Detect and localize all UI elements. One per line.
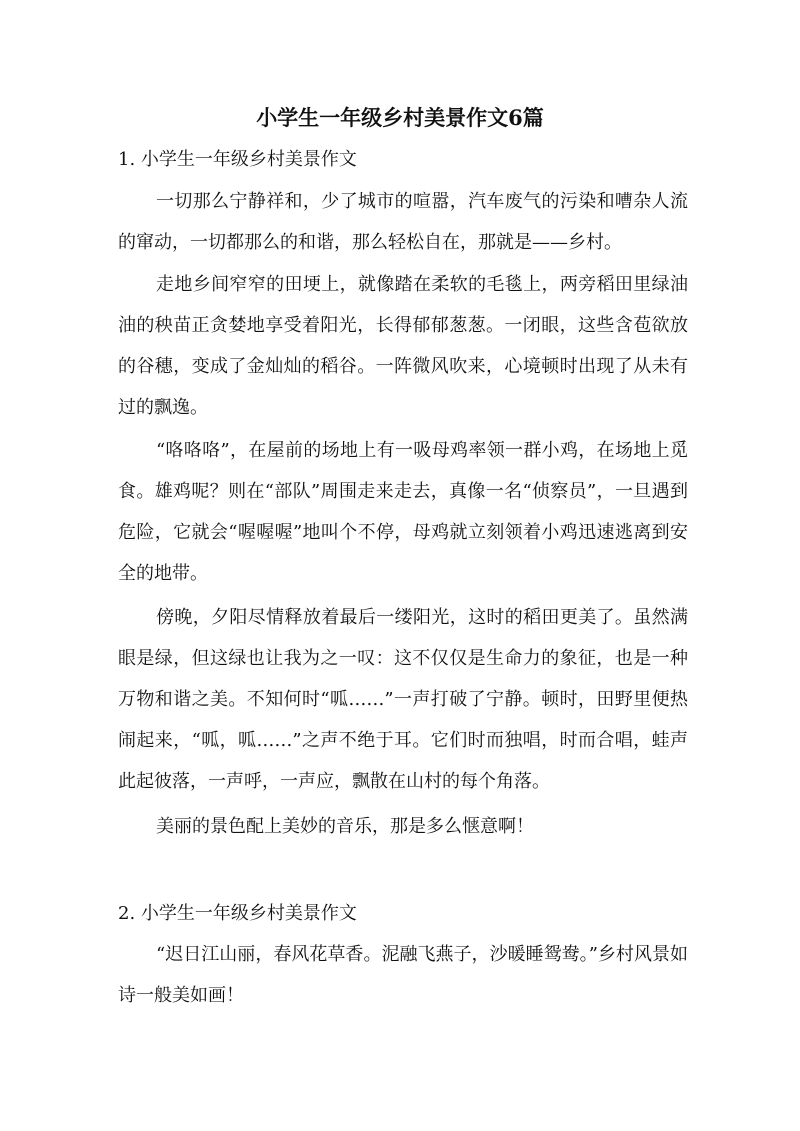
section-1-paragraph-2: 走地乡间窄窄的田埂上，就像踏在柔软的毛毯上，两旁稻田里绿油油的秧苗正贪婪地享受着阳光，长得郁郁葱葱。一闭眼，这些含苞欲放的谷穗，变成了金灿灿的稻谷。一阵微风吹来，心境顿时出现了从未有过的飘逸。 [118,274,688,418]
section-1-paragraph-5: 美丽的景色配上美妙的音乐，那是多么惬意啊！ [156,816,534,837]
section-1-heading: 1. 小学生一年级乡村美景作文 [118,149,357,170]
section-2-heading: 2. 小学生一年级乡村美景作文 [118,903,357,924]
section-1-paragraph-3: “咯咯咯”，在屋前的场地上有一吸母鸡率领一群小鸡，在场地上觅食。雄鸡呢？则在“部队”周围走来走去，真像一名“侦察员”，一旦遇到危险，它就会“喔喔喔”地叫个不停，母鸡就立刻领着小鸡迅速逃离到安全的地带。 [118,440,688,584]
document-title: 小学生一年级乡村美景作文6篇 [256,105,544,130]
section-1-paragraph-1: 一切那么宁静祥和，少了城市的喧嚣，汽车废气的污染和嘈杂人流的窜动，一切都那么的和谐，那么轻松自在，那就是——乡村。 [118,191,688,253]
section-2-paragraph-1: “迟日江山丽，春风花草香。泥融飞燕子，沙暖睡鸳鸯。”乡村风景如诗一般美如画！ [118,944,688,1006]
section-1-paragraph-4: 傍晚，夕阳尽情释放着最后一缕阳光，这时的稻田更美了。虽然满眼是绿，但这绿也让我为之一叹：这不仅仅是生命力的象征，也是一种万物和谐之美。不知何时“呱……”一声打破了宁静。顿时，田野里便热闹起来，“呱，呱……”之声不绝于耳。它们时而独唱，时而合唱，蛙声此起彼落，一声呼，一声应，飘散在山村的每个角落。 [118,607,688,792]
